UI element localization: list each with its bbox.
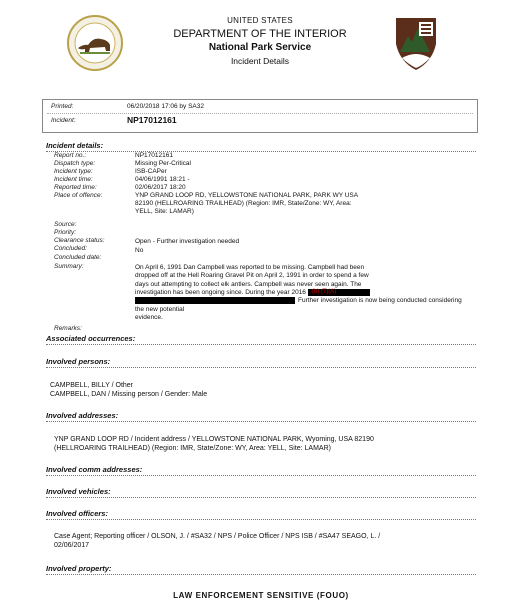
incident-type-value: ISB-CAPer [135,168,167,175]
printed-label: Printed: [51,103,74,110]
address-line: (HELLROARING TRAILHEAD) (Region: IMR, State/Zone: WY, Area: YELL, Site: LAMAR) [54,445,331,452]
concluded-value: No [135,247,144,254]
section-involved-property: Involved property: [46,564,112,573]
report-no-value: NP17012161 [135,152,173,159]
place-line: 82190 (HELLROARING TRAILHEAD) (Region: IMR, State/Zone: WY, Area: [135,200,352,207]
section-divider [46,497,476,498]
summary-label: Summary: [54,263,84,270]
section-involved-addresses: Involved addresses: [46,411,119,420]
header-agency: National Park Service [208,42,312,53]
incident-number: NP17012161 [127,115,177,125]
section-involved-persons: Involved persons: [46,357,111,366]
reported-time-value: 02/06/2017 18:20 [135,184,186,191]
address-line: YNP GRAND LOOP RD / Incident address / YELLOWSTONE NATIONAL PARK, Wyoming, USA 82190 [54,436,374,443]
incident-time-label: Incident time: [54,176,93,183]
box-divider [47,113,473,114]
place-line: YNP GRAND LOOP RD, YELLOWSTONE NATIONAL PARK, PARK WY USA [135,192,359,199]
header-country: UNITED STATES [227,16,293,25]
redaction-code: (b) (7)(A) [311,288,337,295]
summary-text [135,264,465,323]
section-divider [46,574,476,575]
officer-line: 02/06/2017 [54,542,90,549]
concluded-label: Concluded: [54,245,87,252]
section-divider [46,151,476,152]
section-divider [46,421,476,422]
section-divider [46,519,476,520]
print-info-box [42,99,478,133]
reported-time-label: Reported time: [54,184,97,191]
section-incident-details: Incident details: [46,141,104,150]
summary-line: dropped off at the Hell Roaring Gravel Pit on April 2, 1991 in order to spend a few [135,272,369,280]
officer-line: Case Agent; Reporting officer / OLSON, J. / #SA32 / NPS / Police Officer / NPS ISB / #SA47 SEAGO, L. / [54,533,381,540]
place-line: YELL, Site: LAMAR) [135,208,194,215]
summary-line: investigation has been ongoing since. During the year 2016 [135,289,306,297]
priority-label: Priority: [54,229,77,236]
section-divider [46,344,476,345]
department-of-interior-seal-icon [66,14,124,72]
section-associated-occurrences: Associated occurrences: [46,334,136,343]
summary-line: days out attempting to collect elk antlers. Campbell was never seen again. The [135,280,362,288]
dispatch-type-label: Dispatch type: [54,160,96,167]
place-label: Place of offence: [54,192,103,199]
redaction-block [135,297,295,304]
section-divider [46,367,476,368]
remarks-label: Remarks: [54,325,82,332]
summary-line: evidence. [135,314,163,322]
person-entry: CAMPBELL, DAN / Missing person / Gender: Male [50,391,208,398]
dispatch-type-value: Missing Per-Critical [135,160,191,167]
summary-line: On April 6, 1991 Dan Campbell was reported to be missing. Campbell had been [135,264,365,271]
section-divider [46,475,476,476]
section-involved-officers: Involved officers: [46,509,108,518]
incident-type-label: Incident type: [54,168,93,175]
page-title: Incident Details [230,56,290,66]
source-label: Source: [54,221,77,228]
person-entry: CAMPBELL, BILLY / Other [50,382,134,389]
summary-line: Further investigation is now being conducted considering the new potential [135,297,462,313]
section-involved-comm-addresses: Involved comm addresses: [46,465,143,474]
clearance-status-value: Open - Further investigation needed [135,238,240,245]
incident-time-value: 04/06/1991 18:21 - [135,176,190,183]
concluded-date-label: Concluded date: [54,254,102,261]
redaction-block [308,289,370,296]
report-no-label: Report no.: [54,152,87,159]
printed-value: 06/20/2018 17:06 by SA32 [127,103,204,110]
section-involved-vehicles: Involved vehicles: [46,487,111,496]
nps-arrowhead-logo-icon [392,14,440,72]
footer-classification: LAW ENFORCEMENT SENSITIVE (FOUO) [173,591,349,600]
incident-label: Incident: [51,117,76,124]
header-department: DEPARTMENT OF THE INTERIOR [173,28,347,40]
clearance-status-label: Clearance status: [54,237,105,244]
